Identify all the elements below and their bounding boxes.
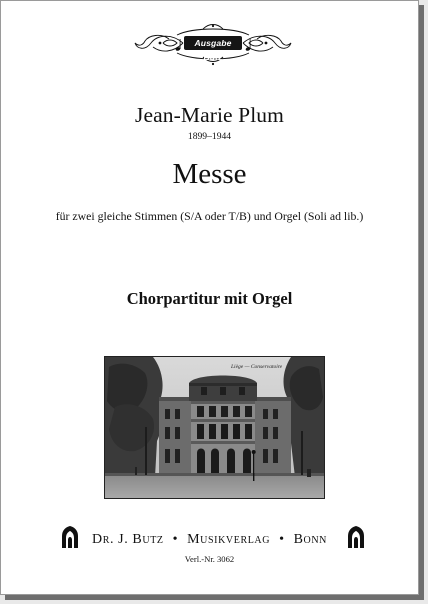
publisher-type: Musikverlag <box>187 532 271 547</box>
verlag-number: Verl.-Nr. 3062 <box>184 554 235 564</box>
building-photo-image <box>105 357 324 498</box>
photo-caption: Liège — Conservatoire <box>231 364 283 370</box>
publisher-name: Dr. J. Butz <box>92 532 164 547</box>
publisher-city: Bonn <box>293 532 327 547</box>
composer-name: Jean-Marie Plum <box>135 103 284 127</box>
gothic-arch-ornament-icon <box>347 526 365 548</box>
work-subtitle: für zwei gleiche Stimmen (S/A oder T/B) und Orgel (Soli ad lib.) <box>55 209 364 223</box>
badge-label: Ausgabe Butz <box>184 36 242 50</box>
conservatoire-photo <box>104 356 325 499</box>
ausgabe-butz-badge <box>133 23 293 69</box>
work-title: Messe <box>172 158 247 190</box>
publisher-separator: • <box>172 532 179 547</box>
edition-label: Chorpartitur mit Orgel <box>126 289 293 308</box>
composer-dates: 1899–1944 <box>187 131 232 142</box>
publisher-separator: • <box>279 532 285 547</box>
